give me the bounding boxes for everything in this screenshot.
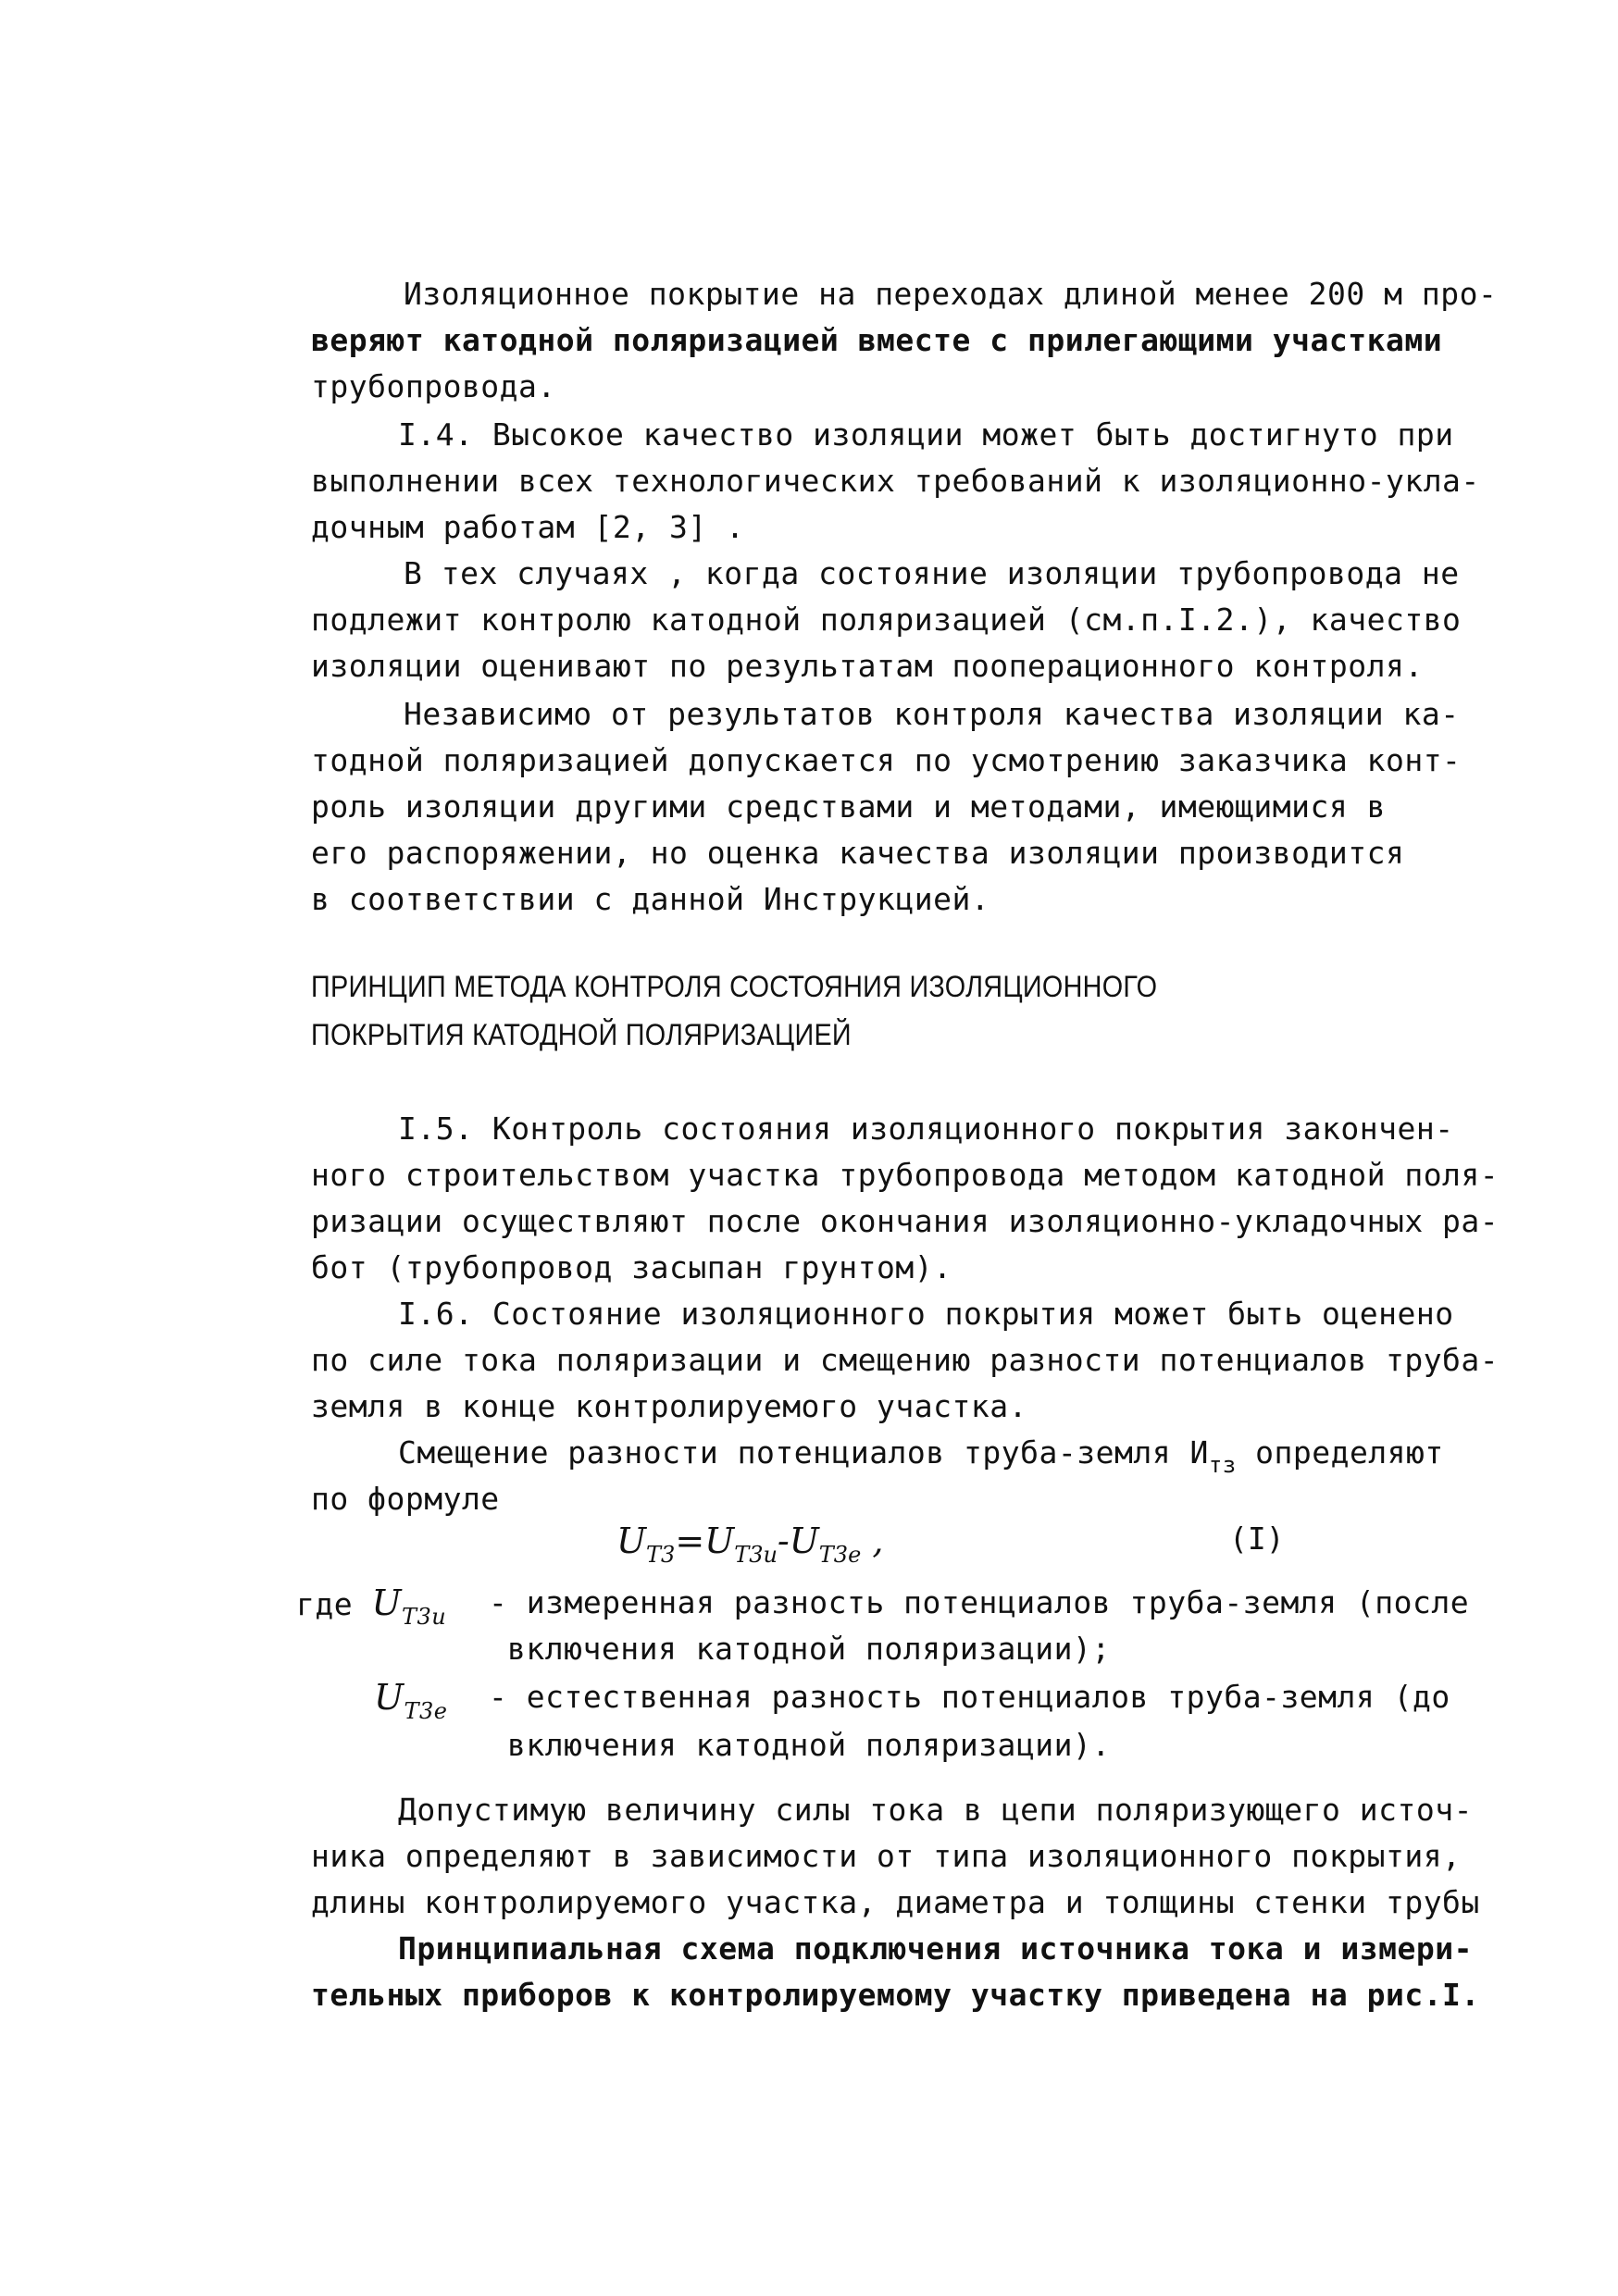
- text-line: роль изоляции другими средствами и методами, имеющимися в: [311, 788, 1386, 825]
- text-line: Изоляционное покрытие на переходах длиной менее 200 м про-: [404, 276, 1498, 312]
- text-line: длины контролируемого участка, диаметра и толщины стенки трубы: [311, 1884, 1480, 1920]
- text-line: ника определяют в зависимости от типа изоляционного покрытия,: [311, 1838, 1462, 1874]
- text-line: I.5. Контроль состояния изоляционного покрытия закончен-: [398, 1111, 1454, 1147]
- text-line: в соответствии с данной Инструкцией.: [311, 881, 990, 917]
- text-line: изоляции оценивают по результатам пооперационного контроля.: [311, 648, 1424, 684]
- text-line: ризации осуществляют после окончания изоляционно-укладочных ра-: [311, 1203, 1500, 1239]
- section-heading: ПРИНЦИП МЕТОДА КОНТРОЛЯ СОСТОЯНИЯ ИЗОЛЯЦИОННОГО: [311, 970, 1158, 1003]
- formula: $U_{T3}=U_{T3u}-U_{T3e}$ ,: [616, 1520, 884, 1568]
- definition-line: - измеренная разность потенциалов труба-земля (после: [489, 1584, 1470, 1620]
- text-line: Допустимую величину силы тока в цепи поляризующего источ-: [398, 1792, 1473, 1828]
- definition-variable: $U_{T3e}$: [374, 1677, 448, 1724]
- text-line: дочным работам [2, 3] .: [311, 509, 745, 545]
- text-line: по формуле: [311, 1481, 500, 1517]
- section-heading: ПОКРЫТИЯ КАТОДНОЙ ПОЛЯРИЗАЦИЕЙ: [311, 1018, 852, 1051]
- variable-subscript: тз: [1208, 1452, 1237, 1478]
- text-line: Принципиальная схема подключения источника тока и измери-: [398, 1930, 1473, 1967]
- text-line: I.6. Состояние изоляционного покрытия может быть оценено: [398, 1296, 1454, 1332]
- text-line: земля в конце контролируемого участка.: [311, 1388, 1027, 1424]
- text-line: ного строительством участка трубопровода методом катодной поля-: [311, 1157, 1500, 1193]
- text-line: Смещение разности потенциалов труба-земля $И_{тз}$ определяют: [398, 1434, 1444, 1478]
- text-line: В тех случаях , когда состояние изоляции трубопровода не: [404, 555, 1460, 591]
- formula-number: (I): [1229, 1520, 1285, 1557]
- definition-line: - естественная разность потенциалов труба-земля (до: [489, 1679, 1450, 1715]
- text-line: тельных приборов к контролируемому участку приведена на рис.I.: [311, 1977, 1480, 2013]
- text-line: выполнении всех технологических требований к изоляционно-укла-: [311, 463, 1480, 499]
- text-line: подлежит контролю катодной поляризацией (см.п.I.2.), качество: [311, 602, 1462, 638]
- text-line: по силе тока поляризации и смещению разности потенциалов труба-: [311, 1342, 1500, 1378]
- text-line: веряют катодной поляризацией вместе с прилегающими участками: [311, 322, 1443, 358]
- definition-line: включения катодной поляризации).: [507, 1727, 1111, 1763]
- text-line: I.4. Высокое качество изоляции может быть достигнуто при: [398, 416, 1454, 453]
- text-line: тодной поляризацией допускается по усмотрению заказчика конт-: [311, 742, 1462, 778]
- variable-u-tz: И: [1189, 1434, 1209, 1471]
- text-line: его распоряжении, но оценка качества изоляции производится: [311, 835, 1405, 871]
- text-line: бот (трубопровод засыпан грунтом).: [311, 1249, 952, 1285]
- definition-line: включения катодной поляризации);: [507, 1631, 1111, 1667]
- text-line: трубопровода.: [311, 368, 556, 404]
- where-label: где $U_{T3u}$: [296, 1582, 447, 1630]
- text-line: Независимо от результатов контроля качества изоляции ка-: [404, 696, 1460, 732]
